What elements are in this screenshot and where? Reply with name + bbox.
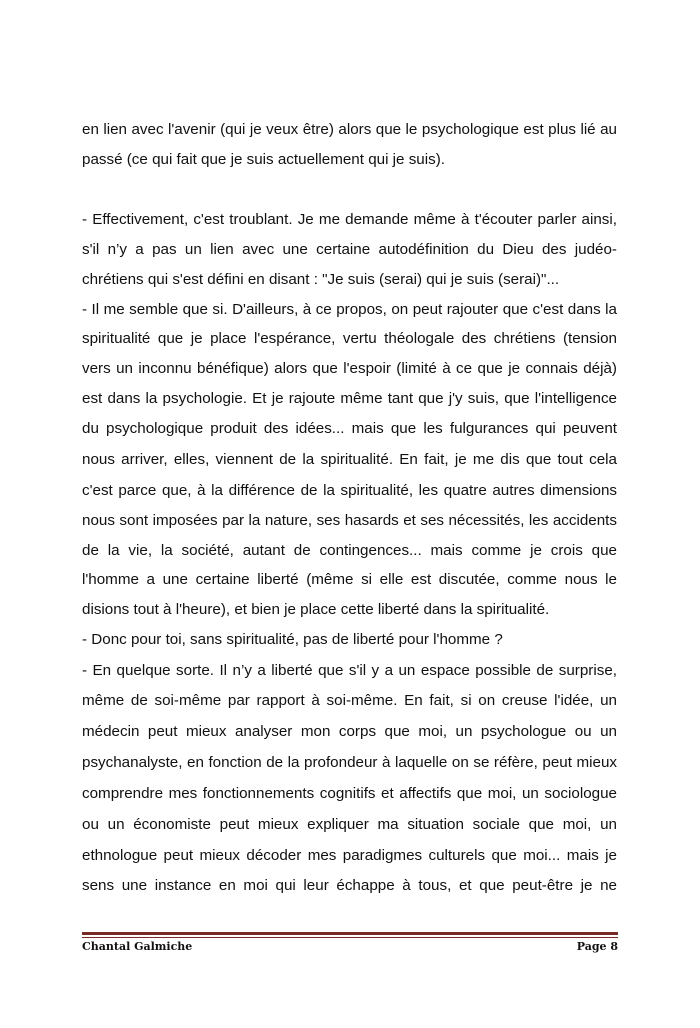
text-line: médecin peut mieux analyser mon corps que moi, un psychologue ou un xyxy=(82,723,617,740)
text-line: s'il n’y a pas un lien avec une certaine autodéfinition du Dieu des judéo- xyxy=(82,241,617,258)
text-line: chrétiens qui s'est défini en disant : "Je suis (serai) qui je suis (serai)"... xyxy=(82,271,560,288)
text-line: comprendre mes fonctionnements cognitifs et affectifs que moi, un sociologue xyxy=(82,785,617,802)
footer-author: Chantal Galmiche xyxy=(82,940,193,953)
text-line: - Donc pour toi, sans spiritualité, pas de liberté pour l'homme ? xyxy=(82,631,503,648)
footer-rule xyxy=(82,932,618,935)
text-line: - En quelque sorte. Il n’y a liberté que s'il y a un espace possible de surprise, xyxy=(82,662,617,679)
text-line: nous arriver, elles, viennent de la spiritualité. En fait, je me dis que tout cela xyxy=(82,451,617,468)
text-line: - Il me semble que si. D'ailleurs, à ce propos, on peut rajouter que c'est dans la xyxy=(82,301,617,318)
text-line: ethnologue peut mieux décoder mes paradigmes culturels que moi... mais je xyxy=(82,847,617,864)
footer-rule-thin xyxy=(82,937,618,938)
text-line: spiritualité que je place l'espérance, vertu théologale des chrétiens (tension xyxy=(82,330,617,347)
text-line: ou un économiste peut mieux expliquer ma situation sociale que moi, un xyxy=(82,816,617,833)
text-line: est dans la psychologie. Et je rajoute même tant que j'y suis, que l'intelligence xyxy=(82,390,617,407)
text-line: nous sont imposées par la nature, ses hasards et ses nécessités, les accidents xyxy=(82,512,617,529)
text-line: vers un inconnu bénéfique) alors que l'espoir (limité à ce que je connais déjà) xyxy=(82,360,617,377)
text-line: - Effectivement, c'est troublant. Je me demande même à t'écouter parler ainsi, xyxy=(82,211,617,228)
text-line: disions tout à l'heure), et bien je place cette liberté dans la spiritualité. xyxy=(82,601,550,618)
text-line: de la vie, la société, autant de contingences... mais comme je crois que xyxy=(82,542,617,559)
text-line: du psychologique produit des idées... mais que les fulgurances qui peuvent xyxy=(82,420,617,437)
text-line: l'homme a une certaine liberté (même si elle est discutée, comme nous le xyxy=(82,571,617,588)
text-line: sens une instance en moi qui leur échappe à tous, et que peut-être je ne xyxy=(82,877,617,894)
text-line: c'est parce que, à la différence de la spiritualité, les quatre autres dimensions xyxy=(82,482,617,499)
text-line: passé (ce qui fait que je suis actuellement qui je suis). xyxy=(82,151,446,168)
text-line: en lien avec l'avenir (qui je veux être) alors que le psychologique est plus lié au xyxy=(82,121,617,138)
footer-page-number: Page 8 xyxy=(576,940,618,953)
text-line: même de soi-même par rapport à soi-même. En fait, si on creuse l'idée, un xyxy=(82,692,617,709)
text-line: psychanalyste, en fonction de la profondeur à laquelle on se réfère, peut mieux xyxy=(82,754,617,771)
